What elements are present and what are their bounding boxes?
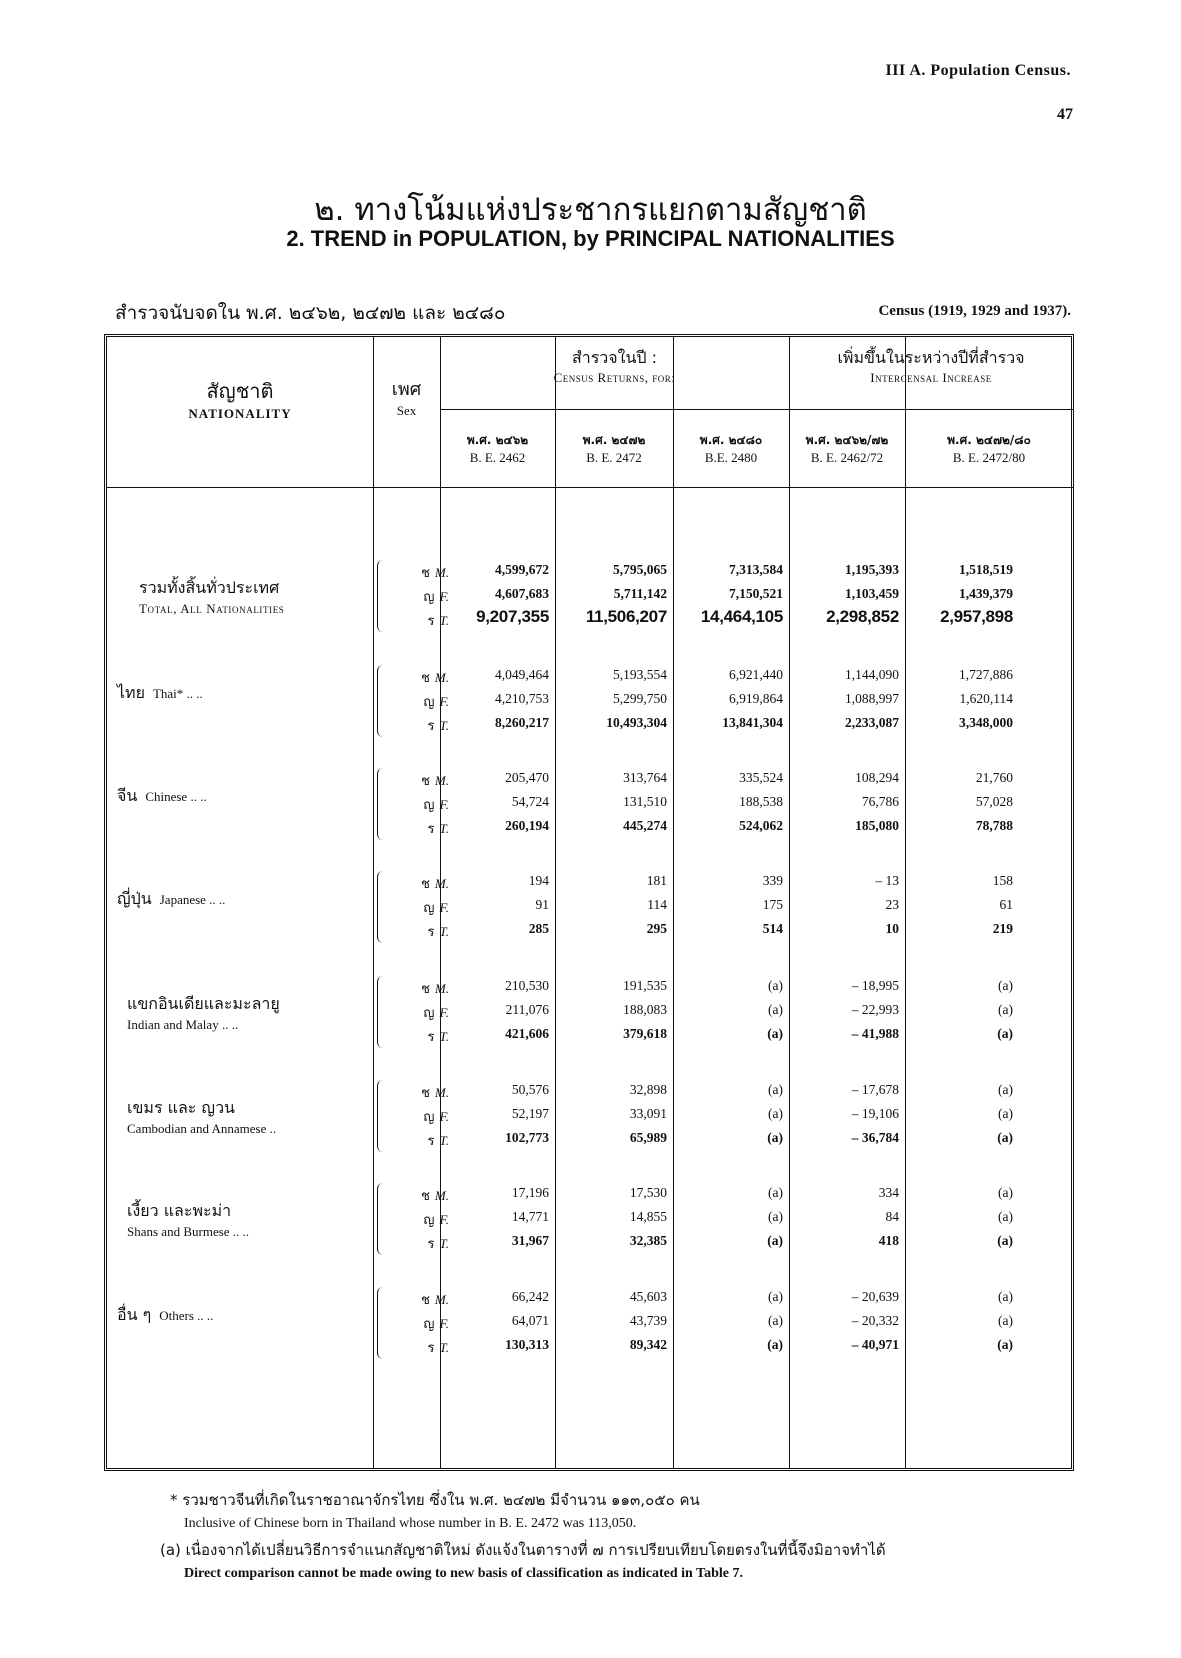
- table-cell: (a): [768, 1209, 783, 1224]
- census-header-en: Census Returns, for:: [553, 370, 676, 386]
- col-2472-header: [555, 432, 673, 467]
- col-2462-72-th: พ.ศ. ๒๔๖๒/๗๒: [805, 433, 889, 447]
- section-header: III A. Population Census.: [885, 62, 1071, 79]
- sex-label-th: ร: [427, 1341, 435, 1356]
- table-cell: 78,788: [975, 818, 1013, 833]
- footnote-star-en: Inclusive of Chinese born in Thailand whose number in B. E. 2472 was 113,050.: [184, 1516, 637, 1531]
- nationality-label: [117, 784, 387, 809]
- table-cell: (a): [998, 1002, 1013, 1017]
- table-cell: (a): [767, 1130, 783, 1145]
- sex-label-th: ญ: [423, 695, 435, 710]
- table-cell: 76,786: [861, 794, 899, 809]
- table-cell: – 36,784: [851, 1130, 899, 1145]
- table-cell: (a): [768, 978, 783, 993]
- table-cell: 11,506,207: [585, 607, 667, 626]
- sex-header: [373, 377, 440, 420]
- sex-header-en: Sex: [396, 403, 417, 419]
- sex-label-en: T.: [439, 1133, 449, 1148]
- table-cell: (a): [998, 978, 1013, 993]
- sex-label-th: ช: [421, 1086, 430, 1101]
- page-number: 47: [1057, 106, 1073, 123]
- census-table: [104, 334, 1074, 1471]
- sex-label-en: M.: [434, 981, 449, 996]
- sex-label-th: ร: [427, 719, 435, 734]
- table-cell: 9,207,355: [476, 607, 549, 626]
- table-cell: 33,091: [629, 1106, 667, 1121]
- col-2462-72-header: [789, 432, 905, 467]
- table-cell: 6,921,440: [729, 667, 783, 682]
- footnote-a-en: Direct comparison cannot be made owing to new basis of classification as indicated in Table 7.: [184, 1566, 743, 1581]
- table-cell: 7,150,521: [729, 586, 783, 601]
- sex-label-th: ช: [421, 982, 430, 997]
- header-divider: [440, 409, 789, 410]
- table-cell: 5,711,142: [613, 586, 667, 601]
- table-cell: 8,260,217: [495, 715, 549, 730]
- table-cell: 1,088,997: [845, 691, 899, 706]
- sex-label-en: T.: [439, 718, 449, 733]
- table-cell: 205,470: [505, 770, 549, 785]
- nationality-label-th: เงี้ยว และพะม่า: [127, 1201, 232, 1220]
- nationality-label-th: ไทย: [117, 683, 145, 702]
- table-cell: 335,524: [739, 770, 783, 785]
- table-cell: 89,342: [629, 1337, 667, 1352]
- sex-label-en: M.: [434, 565, 449, 580]
- table-cell: (a): [768, 1082, 783, 1097]
- table-cell: 65,989: [629, 1130, 667, 1145]
- col-2462-th: พ.ศ. ๒๔๖๒: [466, 433, 529, 447]
- nationality-label-th: จีน: [117, 786, 138, 805]
- sex-label-th: ญ: [423, 590, 435, 605]
- table-cell: 2,957,898: [940, 607, 1013, 626]
- sex-label-en: T.: [439, 1340, 449, 1355]
- nationality-label: [117, 992, 387, 1033]
- nationality-label-en: Indian and Malay .. ..: [127, 1017, 239, 1032]
- table-cell: (a): [997, 1130, 1013, 1145]
- table-cell: 285: [528, 921, 549, 936]
- table-cell: 54,724: [511, 794, 549, 809]
- table-cell: (a): [768, 1106, 783, 1121]
- col-2480-th: พ.ศ. ๒๔๘๐: [699, 433, 763, 447]
- header-divider: [107, 487, 1073, 488]
- sex-label-en: F.: [439, 589, 449, 604]
- sex-label-en: F.: [439, 797, 449, 812]
- table-cell: 175: [762, 897, 783, 912]
- sex-label-th: ช: [421, 774, 430, 789]
- table-cell: 4,049,464: [495, 667, 549, 682]
- table-cell: 6,919,864: [729, 691, 783, 706]
- table-cell: – 17,678: [851, 1082, 899, 1097]
- footnote-a: [160, 1538, 1080, 1582]
- nationality-header: [107, 377, 373, 423]
- sex-label-th: ช: [421, 566, 430, 581]
- table-cell: 131,510: [623, 794, 667, 809]
- nationality-label: [117, 887, 387, 912]
- table-cell: 5,795,065: [613, 562, 667, 577]
- sex-label-en: T.: [439, 613, 449, 628]
- table-cell: 1,144,090: [845, 667, 899, 682]
- table-cell: 17,530: [629, 1185, 667, 1200]
- table-cell: 5,193,554: [613, 667, 667, 682]
- table-cell: 57,028: [975, 794, 1013, 809]
- increase-header-en: Intercensal Increase: [870, 370, 992, 386]
- sex-label-th: ญ: [423, 1317, 435, 1332]
- table-cell: 445,274: [623, 818, 667, 833]
- nationality-label-en: Shans and Burmese .. ..: [127, 1224, 250, 1239]
- table-cell: 114: [647, 897, 667, 912]
- table-cell: (a): [767, 1337, 783, 1352]
- table-cell: 188,083: [623, 1002, 667, 1017]
- table-cell: 23: [885, 897, 899, 912]
- table-cell: 188,538: [739, 794, 783, 809]
- col-2480-header: [673, 432, 789, 467]
- col-2462-header: [440, 432, 555, 467]
- table-cell: 313,764: [623, 770, 667, 785]
- table-cell: (a): [998, 1313, 1013, 1328]
- sex-label-th: ร: [427, 925, 435, 940]
- table-cell: (a): [768, 1185, 783, 1200]
- table-cell: 219: [992, 921, 1013, 936]
- sex-label-th: ญ: [423, 1213, 435, 1228]
- table-cell: (a): [997, 1026, 1013, 1041]
- table-cell: 334: [878, 1185, 899, 1200]
- nationality-header-en: NATIONALITY: [188, 406, 292, 421]
- table-cell: 43,739: [629, 1313, 667, 1328]
- table-cell: 66,242: [511, 1289, 549, 1304]
- table-cell: 91: [535, 897, 549, 912]
- table-cell: 17,196: [511, 1185, 549, 1200]
- nationality-label-en: Others .. ..: [159, 1308, 214, 1323]
- table-cell: (a): [998, 1209, 1013, 1224]
- col-divider: [555, 337, 556, 1468]
- footnote-a-th: (a) เนื่องจากได้เปลี่ยนวิธีการจำแนกสัญชาติใหม่ ดังแจ้งในตารางที่ ๗ การเปรียบเทียบโดยตรงในที่นี้จึงมิอาจทำได้: [160, 1541, 886, 1559]
- nationality-label-en: Thai* .. ..: [152, 686, 203, 701]
- nationality-label-th: อื่น ๆ: [117, 1305, 152, 1324]
- sex-label-en: M.: [434, 1292, 449, 1307]
- table-cell: 64,071: [511, 1313, 549, 1328]
- table-cell: 21,760: [975, 770, 1013, 785]
- census-header: [440, 347, 789, 388]
- sex-label-th: ช: [421, 1293, 430, 1308]
- sex-label-en: M.: [434, 1188, 449, 1203]
- sex-label-th: ญ: [423, 1110, 435, 1125]
- table-cell: 108,294: [855, 770, 899, 785]
- table-cell: – 18,995: [851, 978, 899, 993]
- table-cell: 418: [878, 1233, 899, 1248]
- sex-label-en: F.: [439, 694, 449, 709]
- sex-label-th: ร: [427, 614, 435, 629]
- sex-label-en: T.: [439, 821, 449, 836]
- table-cell: – 13: [875, 873, 899, 888]
- subtitle-english: Census (1919, 1929 and 1937).: [878, 303, 1071, 319]
- table-cell: (a): [997, 1233, 1013, 1248]
- nationality-label-th: แขกอินเดียและมะลายู: [127, 994, 280, 1013]
- sex-label-en: T.: [439, 1029, 449, 1044]
- sex-label-en: F.: [439, 1212, 449, 1227]
- table-cell: 379,618: [623, 1026, 667, 1041]
- nationality-label-th: รวมทั้งสิ้นทั่วประเทศ: [139, 578, 280, 597]
- sex-label-th: ร: [427, 822, 435, 837]
- increase-header-th: เพิ่มขึ้นในระหว่างปีที่สำรวจ: [837, 348, 1025, 367]
- table-cell: 1,103,459: [845, 586, 899, 601]
- nationality-label: [117, 1303, 387, 1328]
- col-2472-80-th: พ.ศ. ๒๔๗๒/๘๐: [947, 433, 1031, 447]
- sex-header-th: เพศ: [391, 379, 422, 400]
- footnote-star-th: * รวมชาวจีนที่เกิดในราชอาณาจักรไทย ซึ่งใน พ.ศ. ๒๔๗๒ มีจำนวน ๑๑๓,๐๕๐ คน: [170, 1491, 700, 1509]
- sex-label-en: T.: [439, 924, 449, 939]
- sex-label-th: ช: [421, 1189, 430, 1204]
- table-cell: – 41,988: [851, 1026, 899, 1041]
- sex-label-th: ร: [427, 1237, 435, 1252]
- table-cell: – 22,993: [851, 1002, 899, 1017]
- sex-label-th: ญ: [423, 1006, 435, 1021]
- table-cell: (a): [767, 1026, 783, 1041]
- sex-label-th: ร: [427, 1030, 435, 1045]
- table-cell: – 19,106: [851, 1106, 899, 1121]
- table-cell: 14,855: [629, 1209, 667, 1224]
- nationality-label: [117, 1096, 387, 1137]
- table-cell: (a): [998, 1082, 1013, 1097]
- col-2462-en: B. E. 2462: [469, 449, 526, 465]
- sex-label-en: F.: [439, 900, 449, 915]
- table-cell: (a): [767, 1233, 783, 1248]
- sex-label-en: T.: [439, 1236, 449, 1251]
- table-cell: 191,535: [623, 978, 667, 993]
- table-cell: 84: [885, 1209, 899, 1224]
- nationality-label: [117, 576, 387, 617]
- table-cell: 421,606: [505, 1026, 549, 1041]
- table-cell: 4,210,753: [495, 691, 549, 706]
- table-cell: 339: [762, 873, 783, 888]
- table-cell: 4,599,672: [495, 562, 549, 577]
- table-cell: 1,620,114: [959, 691, 1013, 706]
- table-cell: 2,298,852: [826, 607, 899, 626]
- title-english: 2. TREND in POPULATION, by PRINCIPAL NATIONALITIES: [286, 226, 895, 251]
- nationality-label-en: Chinese .. ..: [145, 789, 207, 804]
- table-cell: 514: [762, 921, 783, 936]
- table-cell: 61: [999, 897, 1013, 912]
- census-header-th: สำรวจในปี :: [571, 348, 658, 367]
- nationality-label: [117, 681, 387, 706]
- increase-header: [789, 347, 1073, 388]
- sex-label-en: F.: [439, 1005, 449, 1020]
- sex-label-en: M.: [434, 670, 449, 685]
- col-2462-72-en: B. E. 2462/72: [810, 449, 884, 465]
- sex-label-en: F.: [439, 1109, 449, 1124]
- table-cell: 130,313: [505, 1337, 549, 1352]
- table-cell: 181: [646, 873, 667, 888]
- table-cell: 45,603: [629, 1289, 667, 1304]
- nationality-label-en: Cambodian and Annamese ..: [127, 1121, 277, 1136]
- table-cell: (a): [768, 1289, 783, 1304]
- table-cell: 32,898: [629, 1082, 667, 1097]
- table-cell: (a): [998, 1289, 1013, 1304]
- table-cell: 1,195,393: [845, 562, 899, 577]
- table-cell: 10: [885, 921, 899, 936]
- footnote-star: [170, 1488, 1070, 1532]
- table-cell: 32,385: [629, 1233, 667, 1248]
- col-2472-80-header: [905, 432, 1073, 467]
- sex-label-th: ญ: [423, 901, 435, 916]
- col-2472-en: B. E. 2472: [586, 449, 642, 465]
- sex-label-en: F.: [439, 1316, 449, 1331]
- table-cell: 31,967: [511, 1233, 549, 1248]
- table-cell: 1,518,519: [959, 562, 1013, 577]
- table-cell: 295: [646, 921, 667, 936]
- nationality-label-en: Total, All Nationalities: [139, 601, 285, 616]
- nationality-label-th: เขมร และ ญวน: [127, 1098, 235, 1117]
- table-cell: 13,841,304: [722, 715, 783, 730]
- header-divider: [789, 409, 1073, 410]
- table-cell: – 20,639: [851, 1289, 899, 1304]
- table-cell: 211,076: [505, 1002, 549, 1017]
- sex-label-en: M.: [434, 876, 449, 891]
- sex-label-th: ช: [421, 671, 430, 686]
- table-cell: 1,439,379: [959, 586, 1013, 601]
- table-cell: 4,607,683: [495, 586, 549, 601]
- sex-label-th: ช: [421, 877, 430, 892]
- table-cell: 260,194: [505, 818, 549, 833]
- nationality-label-en: Japanese .. ..: [159, 892, 226, 907]
- nationality-label: [117, 1199, 387, 1240]
- table-cell: 158: [992, 873, 1013, 888]
- table-cell: (a): [768, 1313, 783, 1328]
- table-cell: 185,080: [855, 818, 899, 833]
- nationality-header-th: สัญชาติ: [206, 379, 274, 403]
- table-cell: 52,197: [511, 1106, 549, 1121]
- sex-label-th: ญ: [423, 798, 435, 813]
- table-cell: 524,062: [739, 818, 783, 833]
- table-cell: 3,348,000: [959, 715, 1013, 730]
- col-2472-th: พ.ศ. ๒๔๗๒: [582, 433, 646, 447]
- table-cell: (a): [768, 1002, 783, 1017]
- col-2480-en: B.E. 2480: [704, 449, 758, 465]
- sex-label-th: ร: [427, 1134, 435, 1149]
- sex-label-en: M.: [434, 1085, 449, 1100]
- table-cell: 7,313,584: [729, 562, 783, 577]
- col-2472-80-en: B. E. 2472/80: [952, 449, 1026, 465]
- title-thai: ๒. ทางโน้มแห่งประชากรแยกตามสัญชาติ: [314, 192, 867, 228]
- table-cell: – 40,971: [851, 1337, 899, 1352]
- table-cell: (a): [998, 1106, 1013, 1121]
- table-cell: (a): [997, 1337, 1013, 1352]
- table-cell: 10,493,304: [606, 715, 667, 730]
- table-cell: (a): [998, 1185, 1013, 1200]
- table-cell: 5,299,750: [613, 691, 667, 706]
- table-cell: – 20,332: [851, 1313, 899, 1328]
- table-cell: 2,233,087: [845, 715, 899, 730]
- table-cell: 102,773: [505, 1130, 549, 1145]
- table-cell: 194: [528, 873, 549, 888]
- nationality-label-th: ญี่ปุ่น: [117, 889, 152, 908]
- table-cell: 210,530: [505, 978, 549, 993]
- table-cell: 14,464,105: [700, 607, 783, 626]
- table-cell: 14,771: [511, 1209, 549, 1224]
- subtitle-thai: สำรวจนับจดใน พ.ศ. ๒๔๖๒, ๒๔๗๒ และ ๒๔๘๐: [115, 302, 506, 324]
- table-cell: 1,727,886: [959, 667, 1013, 682]
- table-cell: 50,576: [511, 1082, 549, 1097]
- sex-label-en: M.: [434, 773, 449, 788]
